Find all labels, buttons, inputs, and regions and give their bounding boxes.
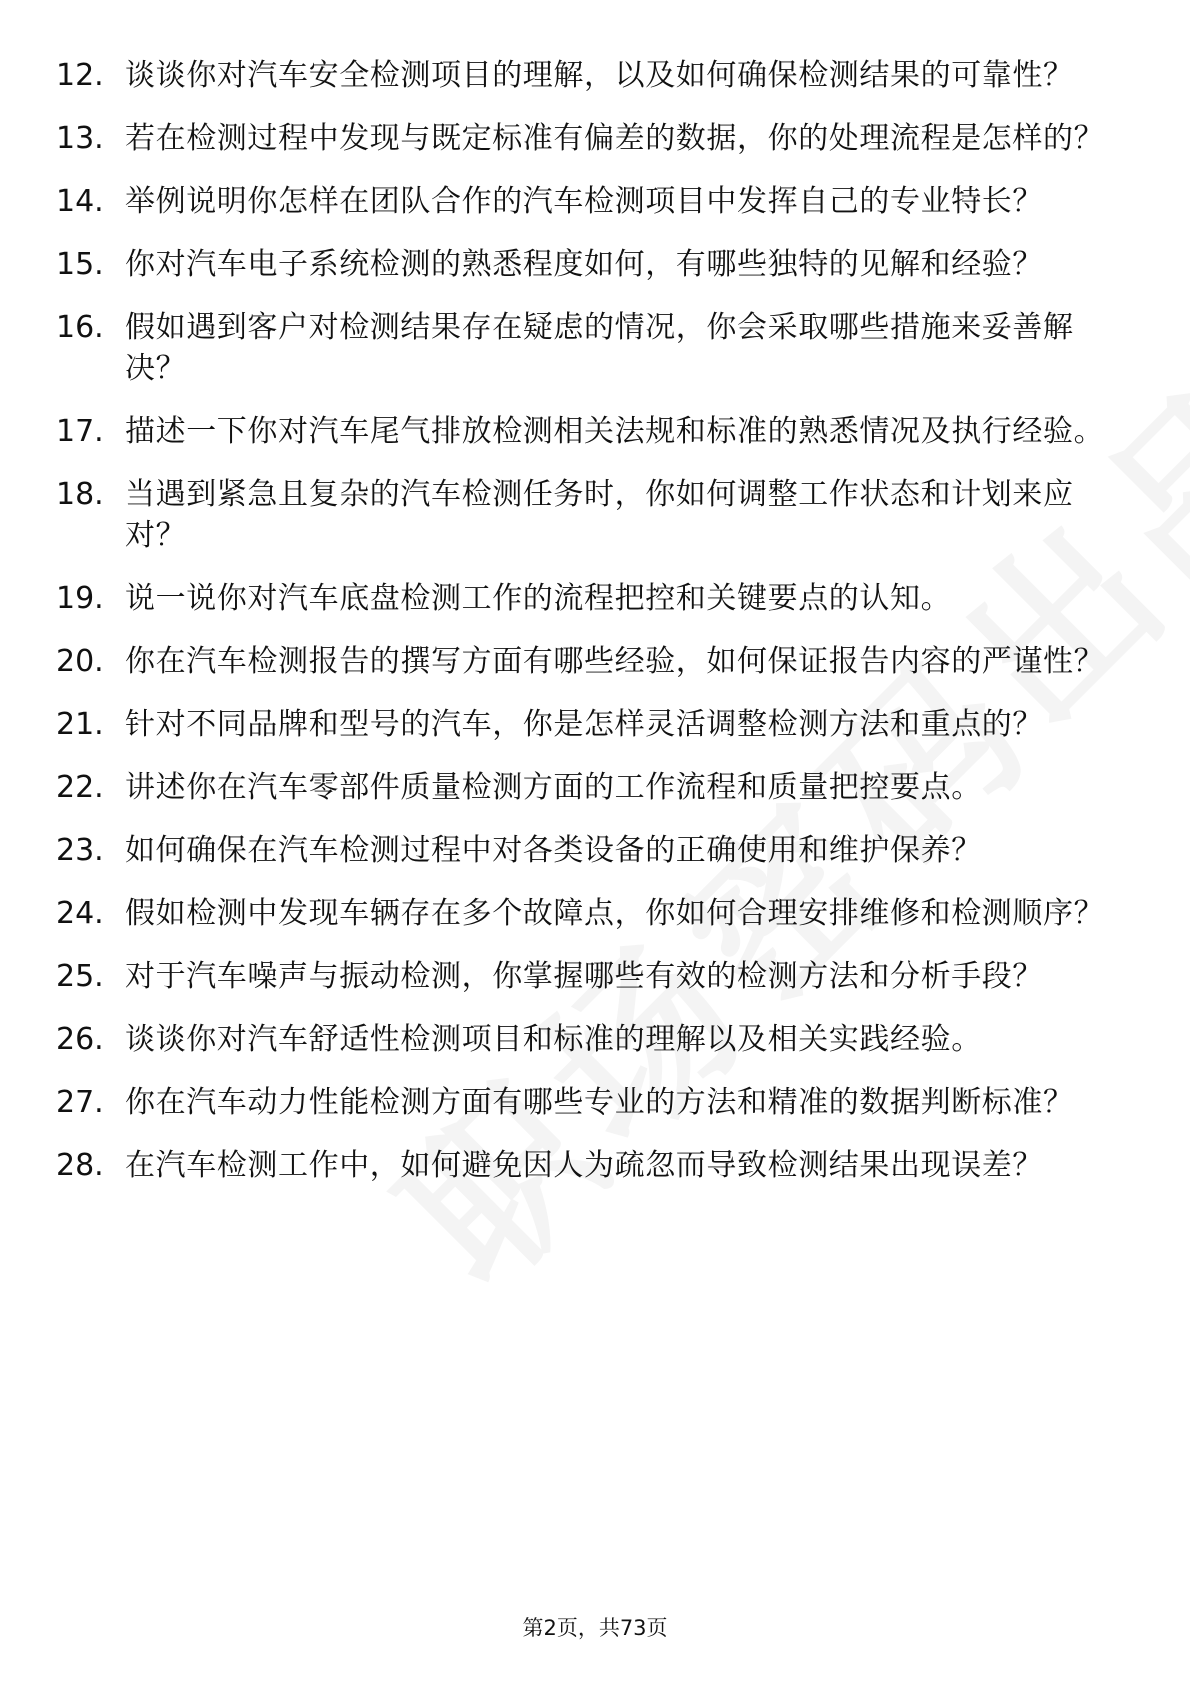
question-number: 25.: [56, 959, 104, 994]
question-item: [56, 55, 1116, 96]
question-number: 14.: [56, 184, 104, 219]
question-text: 针对不同品牌和型号的汽车，你是怎样灵活调整检测方法和重点的？: [125, 707, 1043, 742]
question-item: [56, 244, 1116, 285]
question-item: [56, 1082, 1116, 1123]
question-text: 你在汽车动力性能检测方面有哪些专业的方法和精准的数据判断标准？: [125, 1085, 1074, 1120]
question-item: [56, 956, 1116, 997]
question-list: [56, 55, 1116, 1208]
question-item: [56, 767, 1116, 808]
question-text: 说一说你对汽车底盘检测工作的流程把控和关键要点的认知。: [125, 581, 952, 616]
question-text: 谈谈你对汽车舒适性检测项目和标准的理解以及相关实践经验。: [125, 1022, 982, 1057]
question-item: [56, 474, 1116, 556]
question-number: 26.: [56, 1022, 104, 1057]
question-item: [56, 118, 1116, 159]
question-text: 假如遇到客户对检测结果存在疑虑的情况，你会采取哪些措施来妥善解决？: [125, 310, 1074, 386]
question-number: 17.: [56, 414, 104, 449]
question-item: [56, 641, 1116, 682]
question-item: [56, 578, 1116, 619]
question-text: 如何确保在汽车检测过程中对各类设备的正确使用和维护保养？: [125, 833, 982, 868]
question-item: [56, 181, 1116, 222]
question-number: 21.: [56, 707, 104, 742]
question-item: [56, 1019, 1116, 1060]
question-text: 若在检测过程中发现与既定标准有偏差的数据，你的处理流程是怎样的？: [125, 121, 1105, 156]
question-number: 22.: [56, 770, 104, 805]
question-text: 你对汽车电子系统检测的熟悉程度如何，有哪些独特的见解和经验？: [125, 247, 1043, 282]
question-text: 谈谈你对汽车安全检测项目的理解，以及如何确保检测结果的可靠性？: [125, 58, 1074, 93]
question-text: 对于汽车噪声与振动检测，你掌握哪些有效的检测方法和分析手段？: [125, 959, 1043, 994]
question-number: 20.: [56, 644, 104, 679]
question-item: [56, 1145, 1116, 1186]
question-item: [56, 830, 1116, 871]
question-text: 讲述你在汽车零部件质量检测方面的工作流程和质量把控要点。: [125, 770, 982, 805]
question-number: 16.: [56, 310, 104, 345]
question-item: [56, 411, 1116, 452]
question-text: 假如检测中发现车辆存在多个故障点，你如何合理安排维修和检测顺序？: [125, 896, 1105, 931]
question-number: 12.: [56, 58, 104, 93]
question-number: 23.: [56, 833, 104, 868]
question-number: 15.: [56, 247, 104, 282]
question-item: [56, 307, 1116, 389]
question-item: [56, 704, 1116, 745]
question-number: 24.: [56, 896, 104, 931]
question-number: 19.: [56, 581, 104, 616]
page-footer: 第2页，共73页: [522, 1616, 668, 1640]
question-text: 你在汽车检测报告的撰写方面有哪些经验，如何保证报告内容的严谨性？: [125, 644, 1105, 679]
question-text: 在汽车检测工作中，如何避免因人为疏忽而导致检测结果出现误差？: [125, 1148, 1043, 1183]
question-number: 28.: [56, 1148, 104, 1183]
question-text: 举例说明你怎样在团队合作的汽车检测项目中发挥自己的专业特长？: [125, 184, 1043, 219]
question-text: 描述一下你对汽车尾气排放检测相关法规和标准的熟悉情况及执行经验。: [125, 414, 1105, 449]
question-text: 当遇到紧急且复杂的汽车检测任务时，你如何调整工作状态和计划来应对？: [125, 477, 1074, 553]
question-number: 13.: [56, 121, 104, 156]
question-number: 18.: [56, 477, 104, 512]
question-number: 27.: [56, 1085, 104, 1120]
question-item: [56, 893, 1116, 934]
